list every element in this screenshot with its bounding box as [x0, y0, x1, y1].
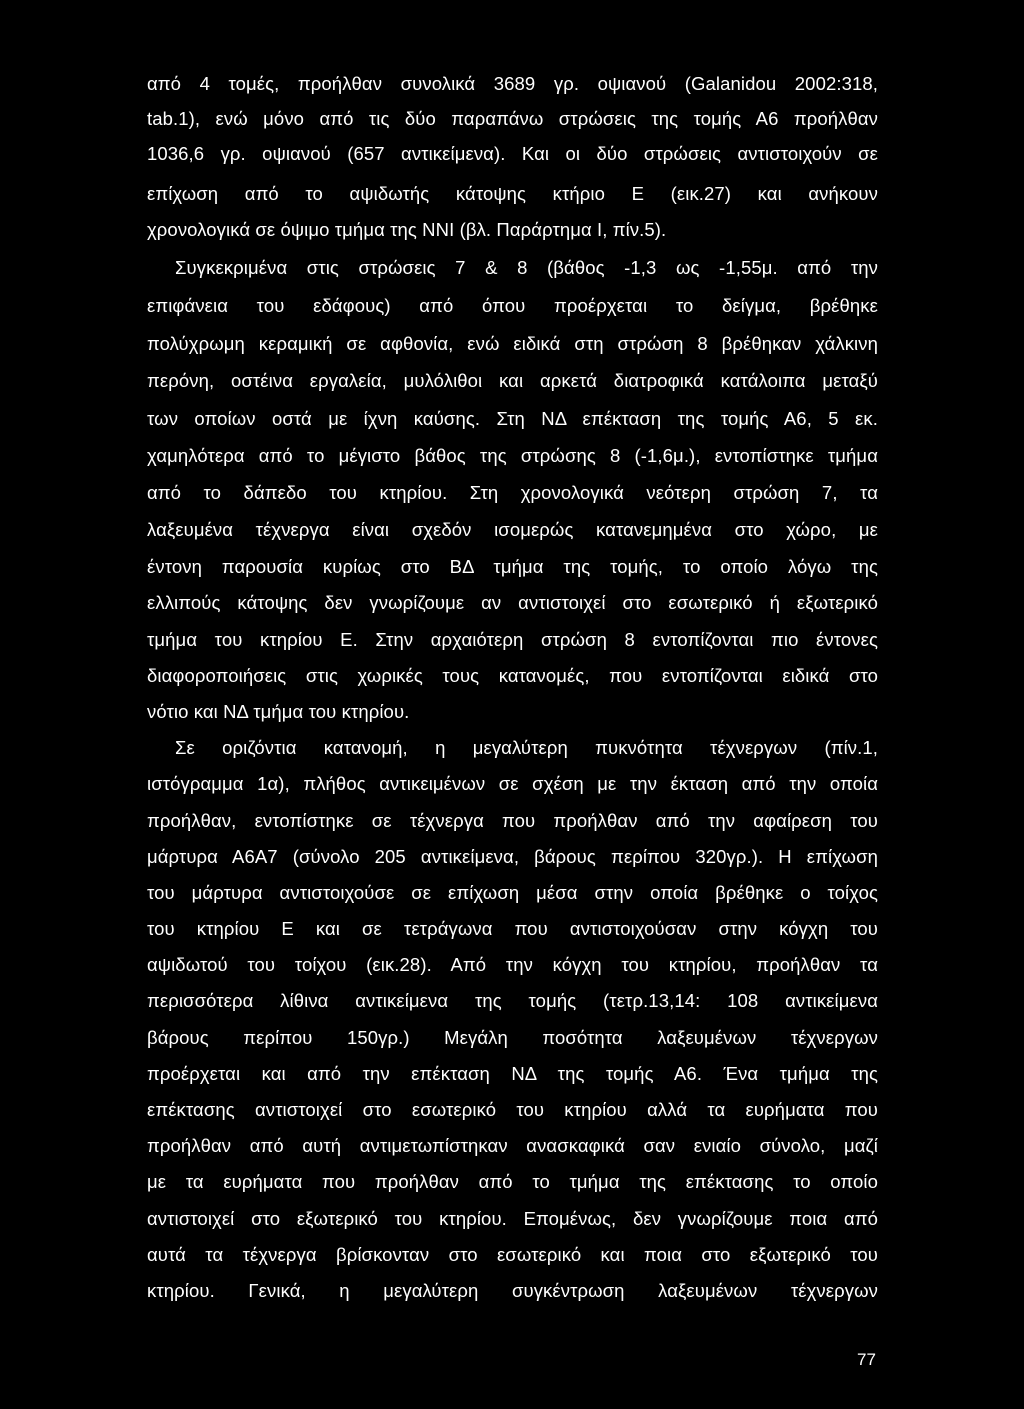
text-line: tab.1), ενώ μόνο από τις δύο παραπάνω στρώσεις της τομής Α6 προήλθαν — [147, 108, 878, 129]
text-line: μάρτυρα Α6Α7 (σύνολο 205 αντικείμενα, βάρους περίπου 320γρ.). Η επίχωση — [147, 846, 878, 867]
text-line: επέκτασης αντιστοιχεί στο εσωτερικό του κτηρίου αλλά τα ευρήματα που — [147, 1099, 878, 1120]
text-line: Σε οριζόντια κατανομή, η μεγαλύτερη πυκνότητα τέχνεργων (πίν.1, — [175, 737, 878, 758]
text-line: τμήμα του κτηρίου Ε. Στην αρχαιότερη στρώση 8 εντοπίζονται πιο έντονες — [147, 629, 878, 650]
text-line: προήλθαν, εντοπίστηκε σε τέχνεργα που προήλθαν από την αφαίρεση του — [147, 810, 878, 831]
text-line: έντονη παρουσία κυρίως στο ΒΔ τμήμα της τομής, το οποίο λόγω της — [147, 556, 878, 577]
text-line: πολύχρωμη κεραμική σε αφθονία, ενώ ειδικά στη στρώση 8 βρέθηκαν χάλκινη — [147, 333, 878, 354]
text-line: επίχωση από το αψιδωτής κάτοψης κτήριο Ε (εικ.27) και ανήκουν — [147, 183, 878, 204]
text-line: αυτά τα τέχνεργα βρίσκονταν στο εσωτερικό και ποια στο εξωτερικό του — [147, 1244, 878, 1265]
text-line: νότιο και ΝΔ τμήμα του κτηρίου. — [147, 701, 410, 722]
text-line: χρονολογικά σε όψιμο τμήμα της ΝΝΙ (βλ. Παράρτημα Ι, πίν.5). — [147, 219, 667, 240]
text-line: περόνη, οστέινα εργαλεία, μυλόλιθοι και αρκετά διατροφικά κατάλοιπα μεταξύ — [147, 370, 878, 391]
page-number: 77 — [857, 1350, 876, 1369]
text-line: με τα ευρήματα που προήλθαν από το τμήμα της επέκτασης το οποίο — [147, 1171, 878, 1192]
text-line: προήλθαν από αυτή αντιμετωπίστηκαν ανασκαφικά σαν ενιαίο σύνολο, μαζί — [147, 1135, 878, 1156]
text-line: λαξευμένα τέχνεργα είναι σχεδόν ισομερώς κατανεμημένα στο χώρο, με — [147, 519, 878, 540]
text-line: των οποίων οστά με ίχνη καύσης. Στη ΝΔ επέκταση της τομής Α6, 5 εκ. — [147, 408, 878, 429]
text-line: 1036,6 γρ. οψιανού (657 αντικείμενα). Και οι δύο στρώσεις αντιστοιχούν σε — [147, 143, 878, 164]
text-line: περισσότερα λίθινα αντικείμενα της τομής (τετρ.13,14: 108 αντικείμενα — [147, 990, 878, 1011]
text-line: προέρχεται και από την επέκταση ΝΔ της τομής Α6. Ένα τμήμα της — [147, 1063, 878, 1084]
text-line: βάρους περίπου 150γρ.) Μεγάλη ποσότητα λαξευμένων τέχνεργων — [147, 1027, 878, 1048]
text-line: επιφάνεια του εδάφους) από όπου προέρχεται το δείγμα, βρέθηκε — [147, 295, 878, 316]
text-line: αψιδωτού του τοίχου (εικ.28). Από την κόγχη του κτηρίου, προήλθαν τα — [147, 954, 878, 975]
text-line: αντιστοιχεί στο εξωτερικό του κτηρίου. Επομένως, δεν γνωρίζουμε ποια από — [147, 1208, 878, 1229]
text-line: ελλιπούς κάτοψης δεν γνωρίζουμε αν αντιστοιχεί στο εσωτερικό ή εξωτερικό — [147, 592, 878, 613]
text-line: από 4 τομές, προήλθαν συνολικά 3689 γρ. οψιανού (Galanidou 2002:318, — [147, 73, 878, 94]
text-line: του κτηρίου Ε και σε τετράγωνα που αντιστοιχούσαν στην κόγχη του — [147, 918, 878, 939]
text-line: από το δάπεδο του κτηρίου. Στη χρονολογικά νεότερη στρώση 7, τα — [147, 482, 878, 503]
text-line: του μάρτυρα αντιστοιχούσε σε επίχωση μέσα στην οποία βρέθηκε ο τοίχος — [147, 882, 878, 903]
text-line: χαμηλότερα από το μέγιστο βάθος της στρώσης 8 (-1,6μ.), εντοπίστηκε τμήμα — [147, 445, 878, 466]
text-line: ιστόγραμμα 1α), πλήθος αντικειμένων σε σχέση με την έκταση από την οποία — [147, 773, 878, 794]
text-line: κτηρίου. Γενικά, η μεγαλύτερη συγκέντρωση λαξευμένων τέχνεργων — [147, 1280, 878, 1301]
text-line: διαφοροποιήσεις στις χωρικές τους κατανομές, που εντοπίζονται ειδικά στο — [147, 665, 878, 686]
text-line: Συγκεκριμένα στις στρώσεις 7 & 8 (βάθος -1,3 ως -1,55μ. από την — [175, 257, 878, 278]
